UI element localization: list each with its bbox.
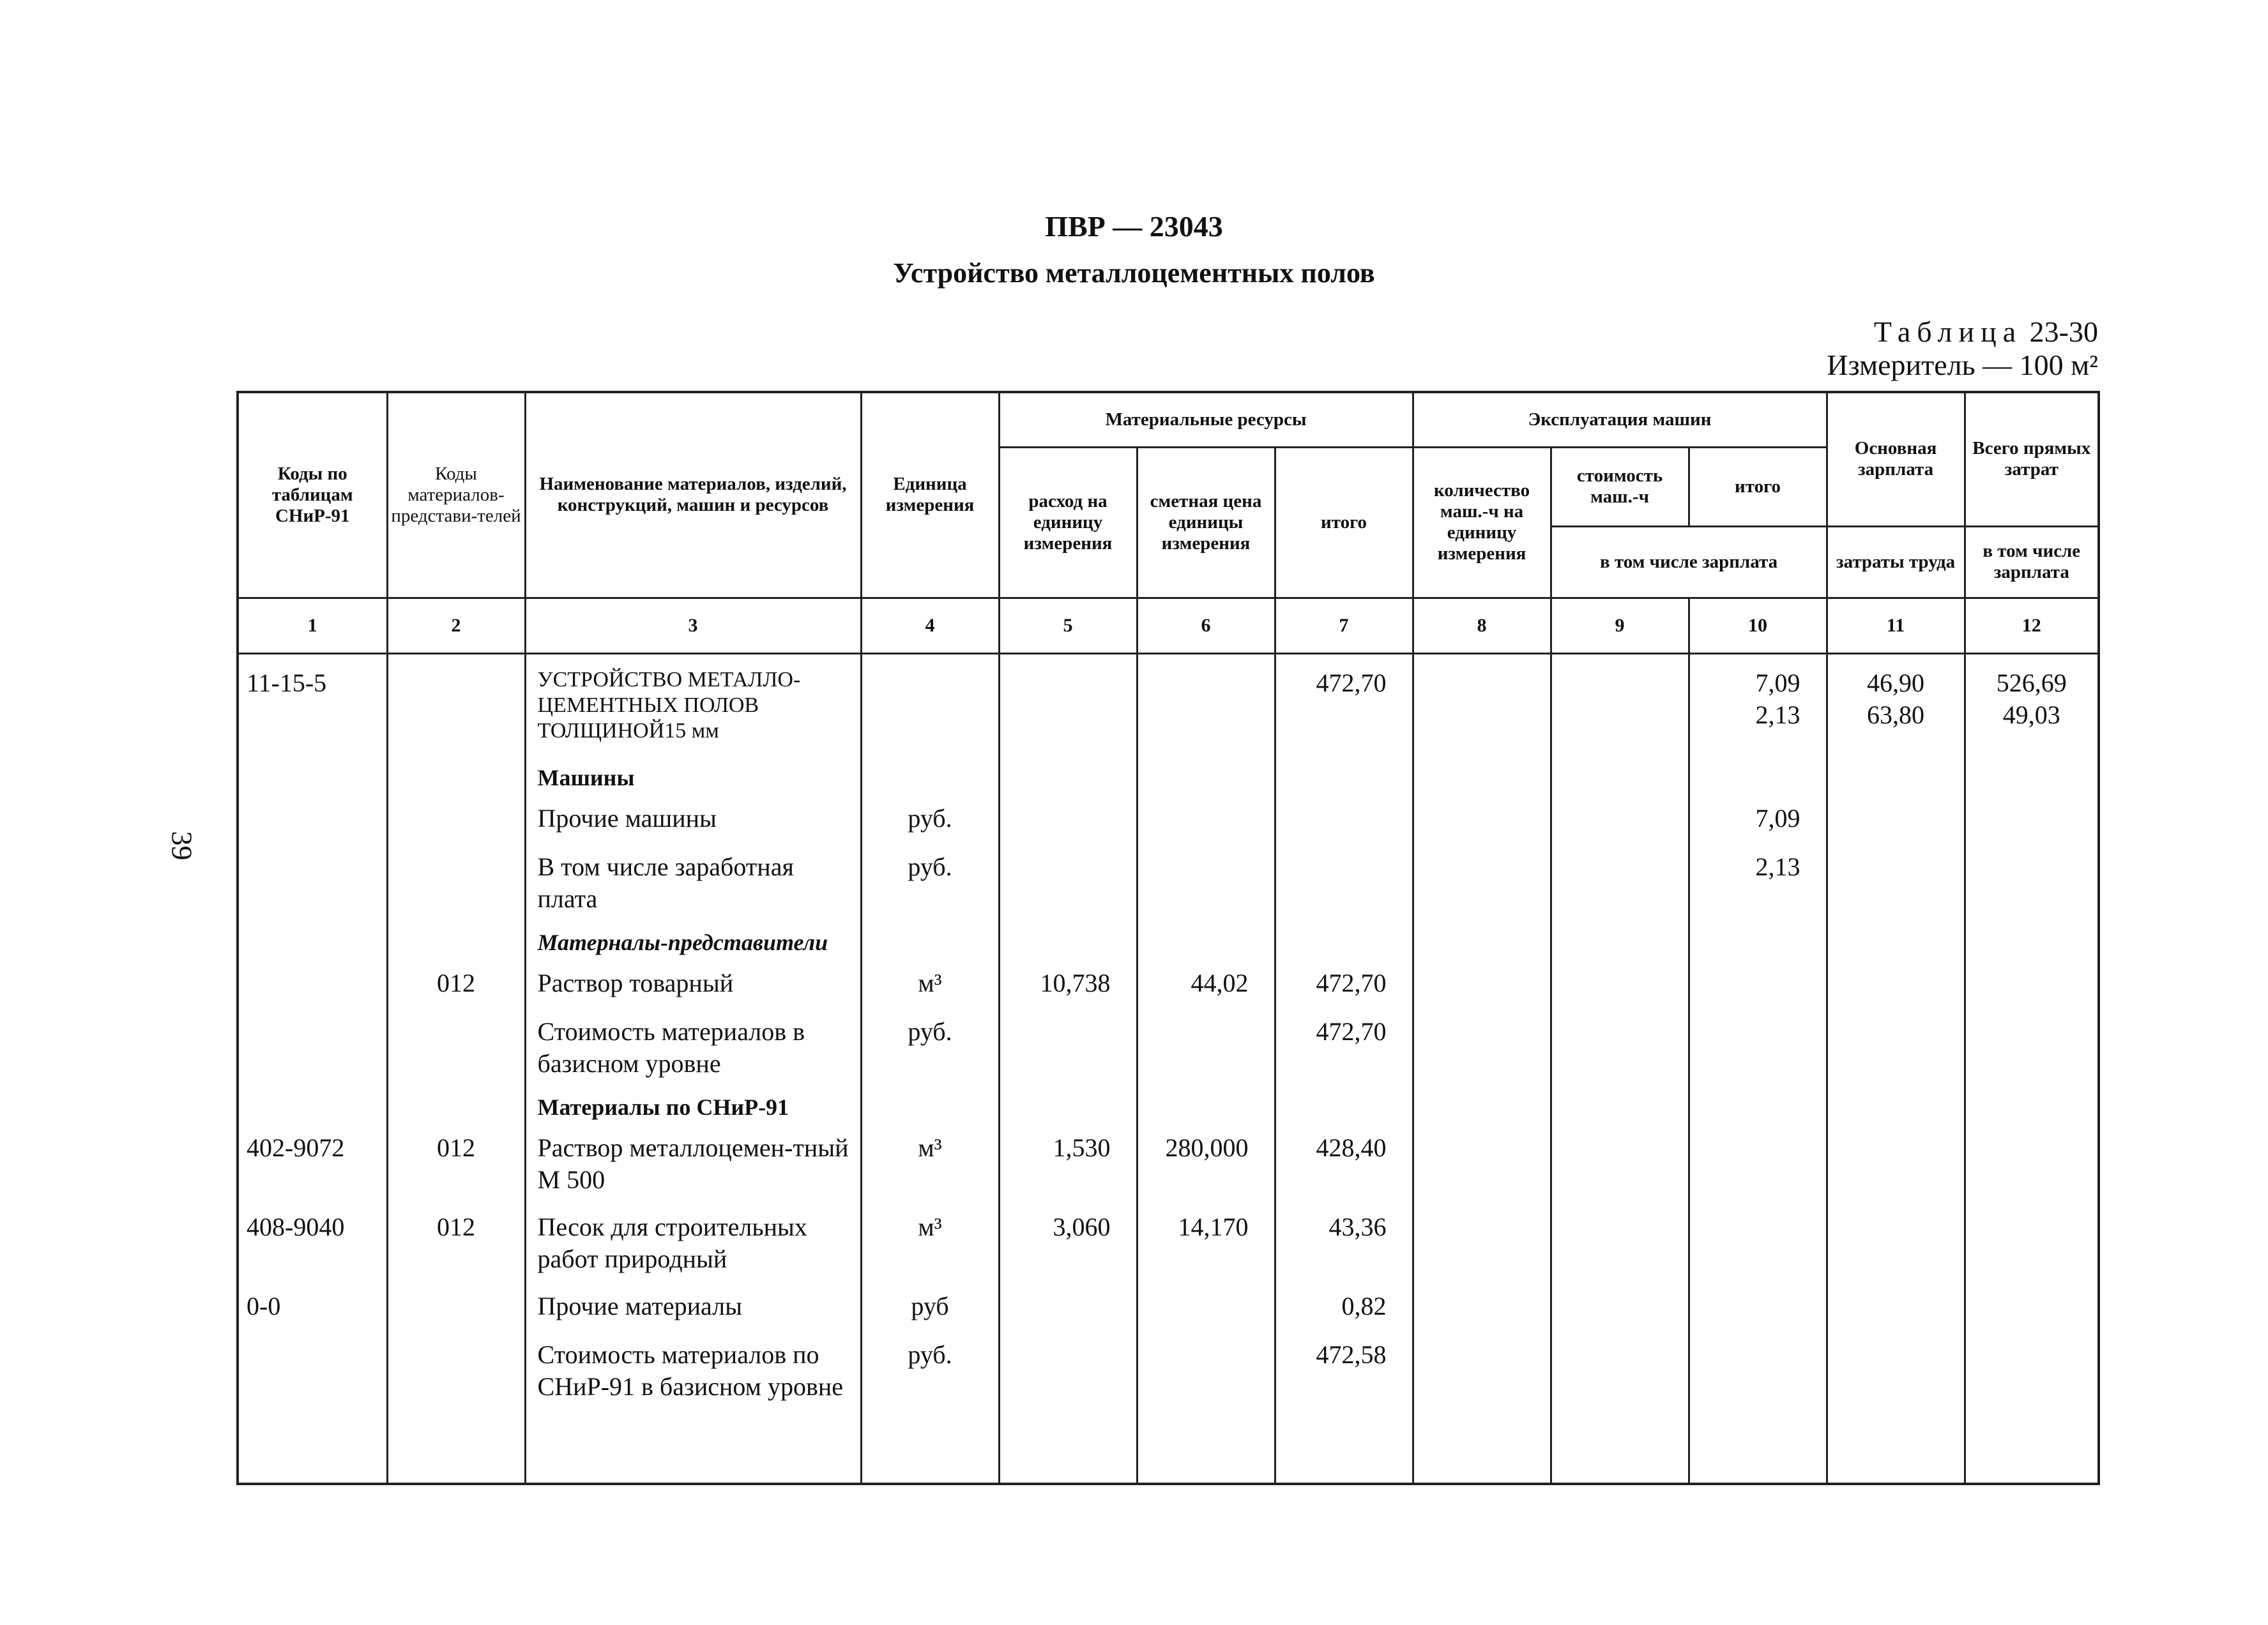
group-header-machines: Эксплуатация машин: [1413, 392, 1827, 447]
resource-table: [236, 391, 2100, 1485]
col-number: 9: [1551, 598, 1689, 653]
col-header-3: Наименование материалов, изделий, конструкций, машин и ресурсов: [525, 392, 861, 598]
cell-total: 43,36: [1275, 1211, 1413, 1290]
col-number: 4: [861, 598, 999, 653]
resource-table-container: [236, 391, 2097, 1485]
cell-mat-code: 012: [387, 1132, 525, 1211]
table-row: [238, 653, 2099, 762]
cell-mat-code: 012: [387, 1211, 525, 1290]
table-row: [238, 1290, 2099, 1339]
col-number: 10: [1689, 598, 1827, 653]
cell-unit: [861, 653, 999, 762]
cell-name: Стоимость материалов по СНиР-91 в базисном уровне: [525, 1339, 861, 1484]
col-header-5: расход на единицу измерения: [999, 447, 1137, 598]
cell-qty: [999, 653, 1137, 762]
table-number: 23-30: [2029, 315, 2098, 348]
cell-unit: м³: [861, 1211, 999, 1290]
table-unit: Измеритель — 100 м²: [1827, 349, 2098, 381]
cell-code: 11-15-5: [238, 653, 387, 762]
table-row: [238, 1091, 2099, 1132]
document-title: Устройство металлоцементных полов: [893, 257, 1375, 289]
cell-total: 472,70: [1275, 1016, 1413, 1091]
cell-qty: 3,060: [999, 1211, 1137, 1290]
cell-name: Песок для строительных работ природный: [525, 1211, 861, 1290]
col-header-10: итого: [1689, 447, 1827, 526]
cell-unit: руб.: [861, 1016, 999, 1091]
document-code: ПВР — 23043: [1045, 210, 1223, 243]
col-header-4: Единица измерения: [861, 392, 999, 598]
cell-name: Прочие машины: [525, 803, 861, 851]
col-number: 12: [1965, 598, 2099, 653]
cell-price: 280,000: [1137, 1132, 1275, 1211]
table-caption: [1827, 315, 2098, 382]
col-number: 11: [1827, 598, 1965, 653]
base-wage: 46,90: [1867, 668, 1925, 697]
cell-name: Прочие материалы: [525, 1290, 861, 1339]
machine-total: 7,09: [1755, 668, 1800, 697]
section-heading: Матерналы-представители: [525, 926, 861, 967]
col-header-8: количество маш.-ч на единицу измерения: [1413, 447, 1551, 598]
col-header-12-sub: в том числе зарплата: [1965, 526, 2099, 598]
col-number: 5: [999, 598, 1137, 653]
col-header-6: сметная цена единицы измерения: [1137, 447, 1275, 598]
cell-qty: 10,738: [999, 967, 1137, 1016]
machine-wage: 2,13: [1755, 700, 1800, 729]
col-header-9: стоимость маш.-ч: [1551, 447, 1689, 526]
col-header-7: итого: [1275, 447, 1413, 598]
table-row: [238, 1339, 2099, 1484]
cell-machine-total: 2,13: [1689, 851, 1827, 926]
table-row: [238, 1016, 2099, 1091]
col-number: 7: [1275, 598, 1413, 653]
cell-total: 472,70: [1275, 653, 1413, 762]
col-header-2: Коды материалов-представи-телей: [387, 392, 525, 598]
table-row: [238, 851, 2099, 926]
cell-machine-total: [1689, 653, 1827, 762]
page-number: 39: [165, 831, 199, 861]
section-heading: Материалы по СНиР-91: [525, 1091, 861, 1132]
cell-price: [1137, 653, 1275, 762]
col-header-11-sub: затраты труда: [1827, 526, 1965, 598]
table-row: [238, 1132, 2099, 1211]
cell-name: УСТРОЙСТВО МЕТАЛЛО-ЦЕМЕНТНЫХ ПОЛОВ ТОЛЩИНОЙ15 мм: [525, 653, 861, 762]
table-row: [238, 926, 2099, 967]
direct-total: 526,69: [1996, 668, 2067, 697]
cell-name: В том числе заработная плата: [525, 851, 861, 926]
cell-unit: м³: [861, 967, 999, 1016]
table-label: Таблица: [1873, 315, 2023, 348]
cell-wage: [1827, 653, 1965, 762]
labor-cost: 63,80: [1867, 700, 1925, 729]
cell-total: 472,70: [1275, 967, 1413, 1016]
cell-code: 408-9040: [238, 1211, 387, 1290]
cell-name: Раствор металлоцемен-тный М 500: [525, 1132, 861, 1211]
section-heading: Машины: [525, 762, 861, 803]
col-header-1: Коды по таблицам СНиР-91: [238, 392, 387, 598]
cell-machine-cost: [1551, 653, 1689, 762]
col-header-11: Основная зарплата: [1827, 392, 1965, 526]
cell-total: 0,82: [1275, 1290, 1413, 1339]
cell-total: 428,40: [1275, 1132, 1413, 1211]
cell-price: 44,02: [1137, 967, 1275, 1016]
table-row: [238, 762, 2099, 803]
group-header-materials: Материальные ресурсы: [999, 392, 1413, 447]
col-number: 1: [238, 598, 387, 653]
cell-total: 472,58: [1275, 1339, 1413, 1484]
direct-wage: 49,03: [2002, 700, 2060, 729]
cell-direct: [1965, 653, 2099, 762]
col-number: 6: [1137, 598, 1275, 653]
col-header-12: Всего прямых затрат: [1965, 392, 2099, 526]
cell-mat-code: [387, 653, 525, 762]
table-row: [238, 1211, 2099, 1290]
cell-name: Раствор товарный: [525, 967, 861, 1016]
cell-unit: м³: [861, 1132, 999, 1211]
cell-mat-code: 012: [387, 967, 525, 1016]
table-row: [238, 967, 2099, 1016]
col-number: 2: [387, 598, 525, 653]
cell-qty: 1,530: [999, 1132, 1137, 1211]
cell-unit: руб.: [861, 803, 999, 851]
cell-code: 0-0: [238, 1290, 387, 1339]
col-number: 8: [1413, 598, 1551, 653]
cell-machine-total: 7,09: [1689, 803, 1827, 851]
cell-price: 14,170: [1137, 1211, 1275, 1290]
table-row: [238, 803, 2099, 851]
col-header-9-10-sub: в том числе зарплата: [1551, 526, 1827, 598]
cell-machine-qty: [1413, 653, 1551, 762]
cell-code: 402-9072: [238, 1132, 387, 1211]
cell-unit: руб.: [861, 851, 999, 926]
cell-name: Стоимость материалов в базисном уровне: [525, 1016, 861, 1091]
col-number: 3: [525, 598, 861, 653]
cell-unit: руб.: [861, 1339, 999, 1484]
cell-unit: руб: [861, 1290, 999, 1339]
